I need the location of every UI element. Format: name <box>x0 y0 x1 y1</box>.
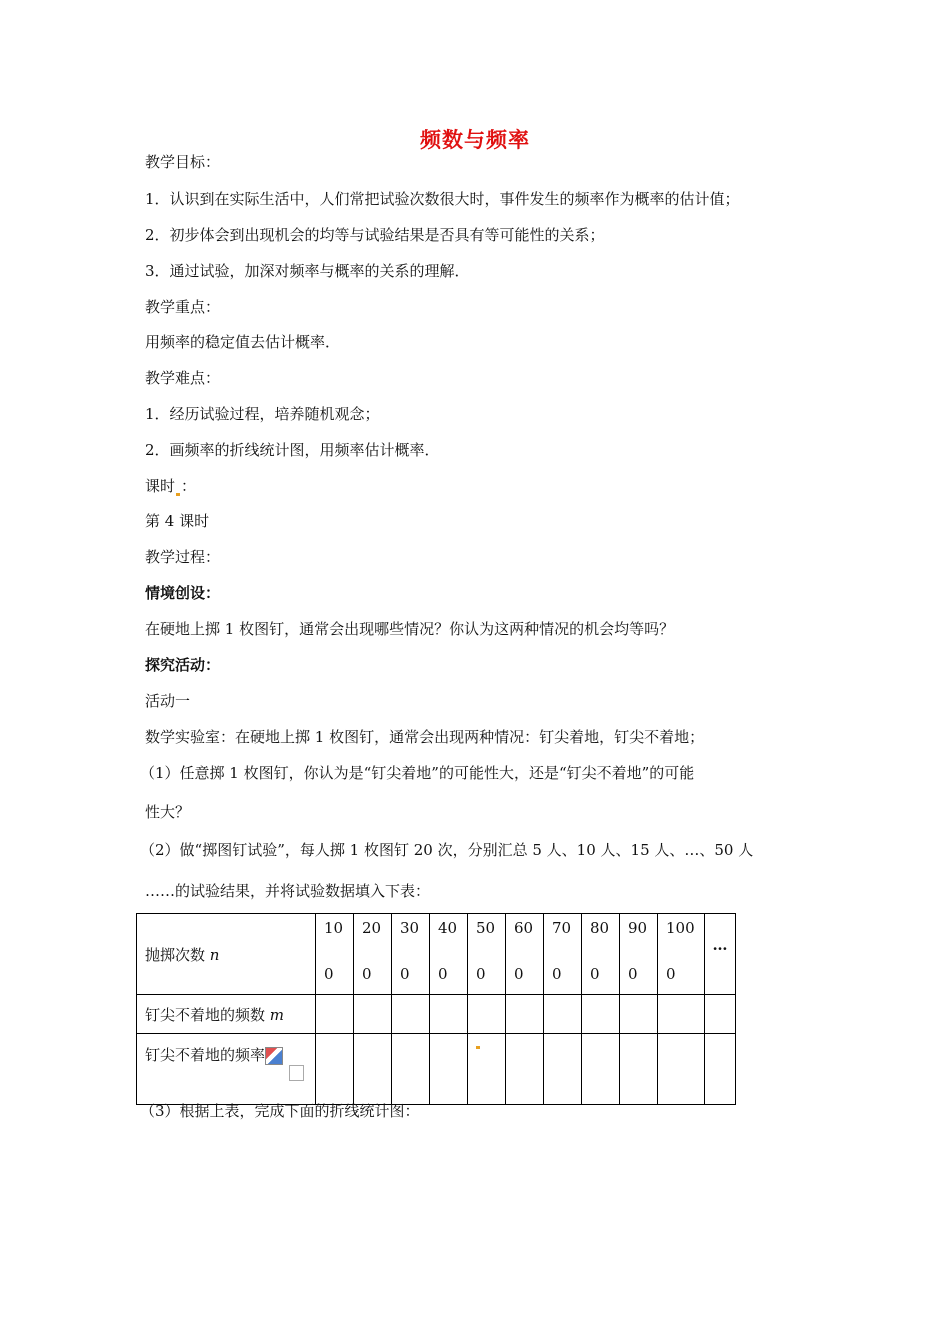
cell-bottom: 0 <box>400 965 410 983</box>
experiment-table <box>136 913 736 1105</box>
cell-bottom: 0 <box>324 965 334 983</box>
empty-cell[interactable] <box>705 1034 736 1105</box>
empty-cell[interactable] <box>705 995 736 1034</box>
goal-3: 3．通过试验，加深对频率与概率的关系的理解． <box>145 262 470 280</box>
difficulty-heading: 教学难点： <box>145 369 221 387</box>
goals-heading: 教学目标： <box>145 153 221 171</box>
row-label-count <box>137 995 316 1034</box>
table-row-frequency-count <box>137 995 736 1034</box>
cell-bottom: 0 <box>666 965 676 983</box>
cell-top: 50 <box>476 919 496 937</box>
ellipsis-cell: … <box>705 914 736 995</box>
empty-cell[interactable] <box>392 1034 430 1105</box>
throws-cell <box>620 914 658 995</box>
empty-cell[interactable] <box>316 1034 354 1105</box>
cell-top: 30 <box>400 919 420 937</box>
question-3: （3）根据上表，完成下面的折线统计图： <box>140 1102 420 1120</box>
variable-n: n <box>209 945 220 964</box>
throws-cell <box>392 914 430 995</box>
empty-cell[interactable] <box>468 995 506 1034</box>
goal-2: 2．初步体会到出现机会的均等与试验结果是否具有等可能性的关系； <box>145 226 605 244</box>
empty-cell[interactable] <box>620 995 658 1034</box>
variable-m: m <box>269 1005 285 1024</box>
throws-cell <box>506 914 544 995</box>
goal-1: 1．认识到在实际生活中，人们常把试验次数很大时，事件发生的频率作为概率的估计值； <box>145 190 740 208</box>
cell-bottom: 0 <box>628 965 638 983</box>
empty-cell[interactable] <box>658 1034 705 1105</box>
empty-cell[interactable] <box>620 1034 658 1105</box>
row-label-count-text: 钉尖不着地的频数 <box>145 1005 266 1024</box>
throws-cell <box>468 914 506 995</box>
scene-heading: 情境创设： <box>145 584 221 602</box>
key-point-1: 用频率的稳定值去估计概率． <box>145 333 341 351</box>
empty-cell[interactable] <box>392 995 430 1034</box>
process-heading: 教学过程： <box>145 548 221 566</box>
empty-cell[interactable] <box>506 995 544 1034</box>
cell-top: 100 <box>666 919 695 937</box>
revision-mark <box>476 1046 480 1049</box>
throws-cell <box>582 914 620 995</box>
document-title: 频数与频率 <box>420 127 530 152</box>
cell-bottom: 0 <box>438 965 448 983</box>
empty-cell[interactable] <box>430 995 468 1034</box>
empty-cell[interactable] <box>544 995 582 1034</box>
empty-cell[interactable] <box>354 1034 392 1105</box>
table-row-throws <box>137 914 736 995</box>
question-1-line-a: （1）任意掷 1 枚图钉，你认为是“钉尖着地”的可能性大，还是“钉尖不着地”的可能 <box>140 764 695 782</box>
cell-bottom: 0 <box>552 965 562 983</box>
cell-top: 60 <box>514 919 534 937</box>
cell-bottom: 0 <box>362 965 372 983</box>
empty-cell[interactable] <box>506 1034 544 1105</box>
cell-top: 90 <box>628 919 648 937</box>
lab-text: 数学实验室：在硬地上掷 1 枚图钉，通常会出现两种情况：钉尖着地，钉尖不着地； <box>145 728 705 746</box>
empty-cell[interactable] <box>354 995 392 1034</box>
explore-heading: 探究活动： <box>145 656 221 674</box>
row-label-rate <box>137 1034 316 1105</box>
throws-cell <box>430 914 468 995</box>
scene-text: 在硬地上掷 1 枚图钉，通常会出现哪些情况？你认为这两种情况的机会均等吗？ <box>145 620 675 638</box>
empty-cell[interactable] <box>430 1034 468 1105</box>
fraction-image-icon <box>265 1047 283 1065</box>
difficulty-2: 2．画频率的折线统计图，用频率估计概率． <box>145 441 440 459</box>
row-label-throws-text: 抛掷次数 <box>145 945 206 964</box>
throws-cell <box>316 914 354 995</box>
empty-cell[interactable] <box>582 1034 620 1105</box>
row-label-rate-text: 钉尖不着地的频率 <box>145 1046 266 1064</box>
activity-1-heading: 活动一 <box>145 692 191 710</box>
empty-cell[interactable] <box>582 995 620 1034</box>
fraction-placeholder-box <box>289 1065 304 1081</box>
cell-top: 80 <box>590 919 610 937</box>
cell-top: 40 <box>438 919 458 937</box>
question-2-line-b: ……的试验结果，并将试验数据填入下表： <box>145 882 431 900</box>
throws-cell <box>544 914 582 995</box>
period-heading: 课时 <box>145 477 176 495</box>
period-colon: ： <box>181 477 197 495</box>
cell-bottom: 0 <box>590 965 600 983</box>
cell-top: 20 <box>362 919 382 937</box>
empty-cell[interactable] <box>468 1034 506 1105</box>
key-heading: 教学重点： <box>145 298 221 316</box>
table-row-frequency-rate <box>137 1034 736 1105</box>
period-value: 第 4 课时 <box>145 512 210 530</box>
empty-cell[interactable] <box>544 1034 582 1105</box>
cell-top: 70 <box>552 919 572 937</box>
cell-bottom: 0 <box>476 965 486 983</box>
cell-bottom: 0 <box>514 965 524 983</box>
period-heading-line <box>145 476 196 496</box>
row-label-throws <box>137 914 316 995</box>
empty-cell[interactable] <box>316 995 354 1034</box>
question-2-line-a: （2）做“掷图钉试验”，每人掷 1 枚图钉 20 次，分别汇总 5 人、10 人、15 人、…、50 人 <box>140 841 754 859</box>
revision-mark <box>176 493 180 496</box>
empty-cell[interactable] <box>658 995 705 1034</box>
throws-cell <box>658 914 705 995</box>
cell-top: 10 <box>324 919 344 937</box>
question-1-line-b: 性大？ <box>145 803 191 821</box>
throws-cell <box>354 914 392 995</box>
difficulty-1: 1．经历试验过程，培养随机观念； <box>145 405 380 423</box>
